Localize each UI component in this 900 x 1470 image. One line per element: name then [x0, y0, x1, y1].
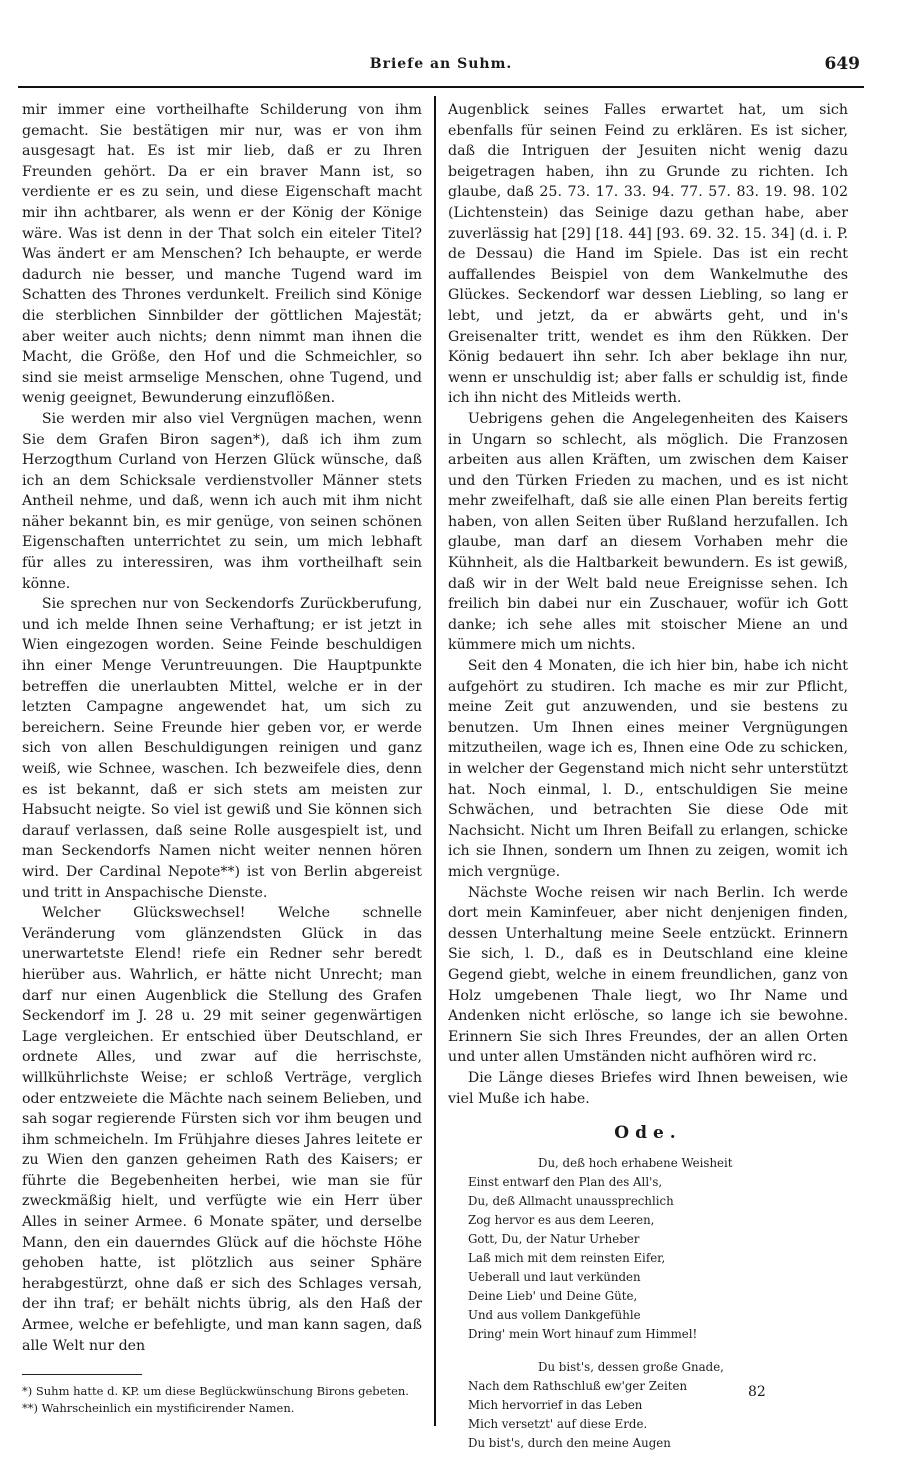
verse-line: Du bist's, durch den meine Augen [468, 1435, 671, 1450]
footnote-rule [22, 1374, 142, 1375]
footnote: **) Wahrscheinlich ein mystificirender Namen. [22, 1401, 295, 1416]
book-page [18, 46, 864, 1450]
verse-line: Ueberall und laut verkünden [468, 1269, 641, 1284]
paragraph: Sie werden mir also viel Vergnügen machen, wenn Sie dem Grafen Biron sagen*), daß ich ihm zum Herzogthum Curland von Herzen Glück wünsche, daß ich an dem Schicksale verdienstvoller Männer stets Antheil nehme, und daß, wenn ich auch mit ihm nicht näher bekannt bin, es mir genüge, von seinen schönen Eigenschaften unterrichtet zu sein, um mich lebhaft für alles zu interessiren, was ihm vortheilhaft sein könne. [22, 410, 422, 592]
verse-line: Und aus vollem Dankgefühle [468, 1307, 641, 1322]
paragraph: Welcher Glückswechsel! Welche schnelle Veränderung vom glänzendsten Glück in das unerwartetste Elend! riefe ein Redner sehr beredt hierüber aus. Wahrlich, er hätte nicht Unrecht; man darf nur einen Augenblick die Stellung des Grafen Seckendorf im J. 28 u. 29 mit seiner gegenwärtigen Lage vergleichen. Er entschied über Deutschland, er ordnete Alles, und zwar auf die herrischste, willkührlichste Weise; er schloß Verträge, verglich oder entzweiete die Mächte nach seinem Belieben, und sah sogar regierende Fürsten sich vor ihm beugen und ihm schmeicheln. Im Frühjahre dieses Jahres leitete er zu Wien den ganzen geheimen Rath des Kaisers; er führte die Begebenheiten herbei, wie man sie für zweckmäßig hielt, und verfügte wie ein Herr über Alles in seiner Armee. 6 Monate später, und derselbe Mann, den ein dauerndes Glück auf die höchste Höhe gehoben hatte, ist plötzlich aus seiner Sphäre herabgestürzt, ohne daß er sich des Schlages versah, der ihn traf; er behält nichts übrig, als den Haß der Armee, welche er befehligte, und man kann sagen, daß alle Welt nur den [22, 905, 422, 1354]
verse-line: Mich hervorrief in das Leben [468, 1397, 643, 1412]
verse-line: Du, deß Allmacht unaussprechlich [468, 1193, 674, 1208]
paragraph: Sie sprechen nur von Seckendorfs Zurückberufung, und ich melde Ihnen seine Verhaftung; er ist jetzt in Wien eingezogen worden. Seine Feinde beschuldigen ihn einer Menge Veruntreuungen. Die Hauptpunkte betreffen die unerlaubten Mittel, welche er in der letzten Campagne angewendet hat, um sich zu bereichern. Seine Freunde hier geben vor, er werde sich von allen Beschuldigungen reinigen und ganz weiß, wie Schnee, waschen. Ich bezweifele dies, denn es ist bekannt, daß er sich stets am meisten zur Habsucht neigte. So viel ist gewiß und Sie können sich darauf verlassen, daß seine Rolle ausgespielt ist, und man Seckendorfs Namen nicht weiter nennen hören wird. Der Cardinal Nepote**) ist von Berlin abgereist und tritt in Anspachische Dienste. [22, 596, 422, 901]
paragraph: Augenblick seines Falles erwartet hat, um sich ebenfalls für seinen Feind zu erklären. Es ist sicher, daß die Intriguen der Jesuiten nicht wenig dazu beigetragen haben, ihn zu Grunde zu richten. Ich glaube, daß 25. 73. 17. 33. 94. 77. 57. 83. 19. 98. 102 (Lichtenstein) das Seinige dazu gethan habe, aber zuverlässig hat [29] [18. 44] [93. 69. 32. 15. 34] (d. i. P. de Dessau) die Hand im Spiele. Das ist ein recht auffallendes Beispiel von dem Wankelmuthe des Glückes. Seckendorf war dessen Liebling, so lang er lebt, und jetzt, da er abwärts geht, und in's Greisenalter tritt, wendet es ihm den Rükken. Der König bedauert ihn sehr. Ich aber beklage ihn nur, wenn er unschuldig ist; aber falls er schuldig ist, finde ich ihn nicht des Mitleids werth. [448, 102, 848, 407]
verse-line: Laß mich mit dem reinsten Eifer, [468, 1250, 666, 1265]
verse-line: Zog hervor es aus dem Leeren, [468, 1212, 655, 1227]
paragraph: Uebrigens gehen die Angelegenheiten des Kaisers in Ungarn so schlecht, als möglich. Die Franzosen arbeiten aus allen Kräften, um zwischen dem Kaiser und den Türken Frieden zu machen, und es ist nicht mehr zweifelhaft, daß sie alle einen Plan bereits fertig haben, von allen Seiten über Rußland herzufallen. Ich glaube, man darf an diesem Vorhaben mehr die Kühnheit, als die Haltbarkeit bewundern. Es ist gewiß, daß wir in der Welt bald neue Ereignisse sehen. Ich freilich bin dabei nur ein Zuschauer, wofür ich Gott danke; ich sehe alles mit stoischer Miene an und kümmere mich um nichts. [448, 410, 848, 654]
paragraph: Nächste Woche reisen wir nach Berlin. Ich werde dort mein Kaminfeuer, aber nicht denjenigen finden, dessen Unterhaltung meine Seele entzückt. Erinnern Sie sich, l. D., daß es in Deutschland eine kleine Gegend giebt, welche in einem freundlichen, ganz von Holz umgebenen Thale liegt, wo Ihr Name und Andenken nicht erlösche, so lange ich sie bewohne. Erinnern Sie sich Ihres Freundes, der an allen Orten und unter allen Umständen nicht aufhören wird rc. [448, 884, 848, 1066]
ode-stanza-2 [468, 1358, 848, 1453]
paragraph: Seit den 4 Monaten, die ich hier bin, habe ich nicht aufgehört zu studiren. Ich mache es mir zur Pflicht, meine Zeit gut anzuwenden, und sie bestens zu benutzen. Um Ihnen eines meiner Vergnügungen mitzutheilen, wage ich es, Ihnen eine Ode zu schicken, in welcher der Gegenstand mich nicht sehr unterstützt hat. Noch einmal, l. D., entschuldigen Sie meine Schwächen, und betrachten Sie diese Ode mit Nachsicht. Nicht um Ihren Beifall zu erlangen, schicke ich sie Ihnen, sondern um Ihnen zu zeigen, womit ich mich vergnüge. [448, 658, 848, 880]
verse-line: Du bist's, dessen große Gnade, [538, 1359, 724, 1374]
paragraph: Die Länge dieses Briefes wird Ihnen beweisen, wie viel Muße ich habe. [448, 1069, 848, 1107]
page-header [18, 46, 864, 88]
left-column [22, 100, 422, 1430]
verse-line: Dring' mein Wort hinauf zum Himmel! [468, 1326, 698, 1341]
verse-line: Nach dem Rathschluß ew'ger Zeiten [468, 1378, 688, 1393]
ode-stanza-1 [468, 1154, 848, 1344]
column-divider [434, 96, 436, 1426]
verse-line: Du, deß hoch erhabene Weisheit [538, 1155, 733, 1170]
verse-line: Gott, Du, der Natur Urheber [468, 1231, 640, 1246]
right-column [448, 100, 848, 1450]
verse-line: Deine Lieb' und Deine Güte, [468, 1288, 638, 1303]
page-number: 649 [824, 54, 860, 74]
footnote: *) Suhm hatte d. KP. um diese Beglückwünschung Birons gebeten. [22, 1384, 409, 1399]
verse-line: Mich versetzt' auf diese Erde. [468, 1416, 648, 1431]
paragraph: mir immer eine vortheilhafte Schilderung von ihm gemacht. Sie bestätigen mir nur, was er von ihm ausgesagt hat. Es ist mir lieb, daß er zu Ihren Freunden gehört. Da er ein braver Mann ist, so verdiente er es zu sein, und diese Eigenschaft macht mir ihn achtbarer, als wenn er der König der Könige wäre. Was ist denn in der That solch ein eiteler Titel? Was ändert er am Menschen? Ich behaupte, er werde dadurch nie besser, und manche Tugend ward im Schatten des Thrones verdunkelt. Freilich sind Könige die sterblichen Sinnbilder der göttlichen Majestät; aber weiter auch nichts; denn nimmt man ihnen die Macht, die Größe, den Hof und die Schmeichler, so sind sie meist armselige Menschen, ohne Tugend, und wenig geeignet, Bewunderung einzuflößen. [22, 102, 422, 407]
ode-title: Ode. [614, 1123, 682, 1144]
verse-line: Einst entwarf den Plan des All's, [468, 1174, 663, 1189]
running-head: Briefe an Suhm. [369, 56, 513, 72]
signature-mark: 82 [748, 1384, 766, 1400]
